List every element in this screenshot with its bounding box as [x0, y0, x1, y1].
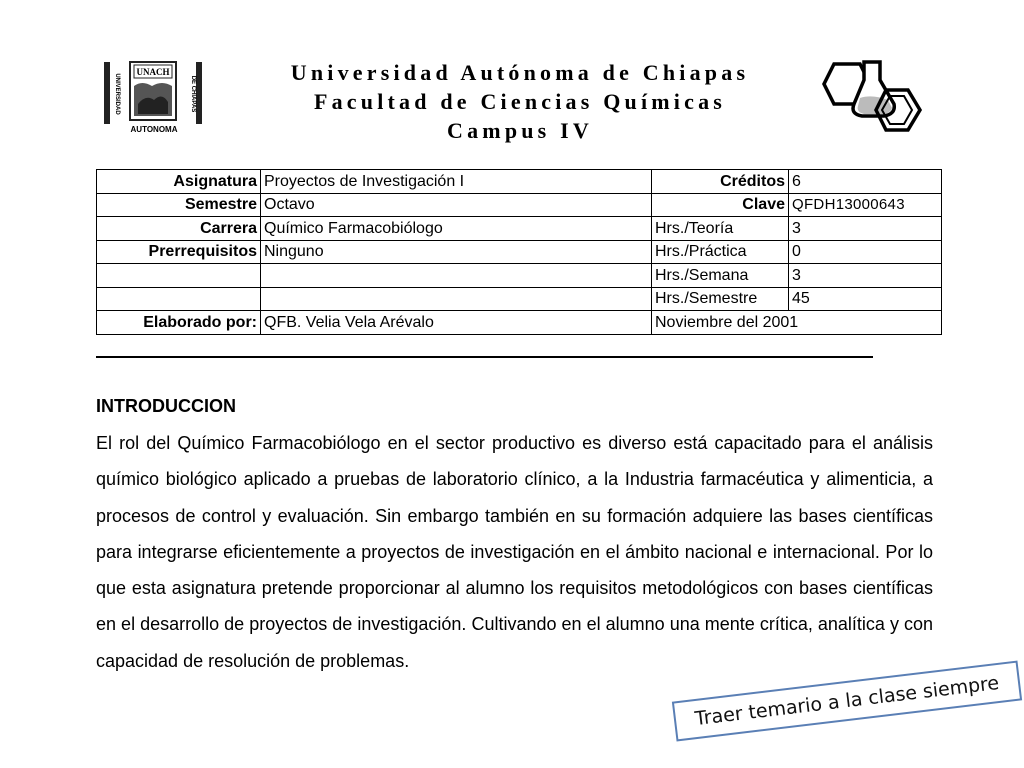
course-info-table — [96, 169, 942, 335]
prerrequisitos-label: Prerrequisitos — [97, 240, 261, 264]
university-name: Universidad Autónoma de Chiapas — [290, 60, 750, 85]
table-row — [97, 170, 942, 194]
university-seal-logo — [96, 56, 212, 136]
chemistry-faculty-logo — [816, 54, 928, 140]
practica-label: Hrs./Práctica — [652, 240, 789, 264]
page-header — [240, 58, 800, 145]
reminder-note: Traer temario a la clase siempre — [672, 661, 1022, 742]
prerrequisitos-value: Ninguno — [261, 240, 652, 264]
hsemestre-value: 45 — [789, 287, 942, 311]
carrera-label: Carrera — [97, 217, 261, 241]
asignatura-value: Proyectos de Investigación I — [261, 170, 652, 194]
creditos-value: 6 — [789, 170, 942, 194]
campus-name: Campus IV — [447, 118, 593, 143]
carrera-value: Químico Farmacobiólogo — [261, 217, 652, 241]
seal-right-text: DE CHIAPAS — [190, 75, 196, 113]
clave-value: QFDH13000643 — [789, 193, 942, 217]
seal-acronym: UNACH — [136, 67, 170, 77]
table-row — [97, 311, 942, 335]
semana-label: Hrs./Semana — [652, 264, 789, 288]
creditos-label: Créditos — [652, 170, 789, 194]
fecha-value: Noviembre del 2001 — [652, 311, 942, 335]
empty-cell — [261, 264, 652, 288]
table-row — [97, 193, 942, 217]
table-row — [97, 287, 942, 311]
intro-heading: INTRODUCCION — [96, 396, 236, 416]
seal-bottom-text: AUTONOMA — [130, 125, 178, 134]
empty-cell — [261, 287, 652, 311]
section-divider — [96, 356, 873, 358]
faculty-name: Facultad de Ciencias Químicas — [313, 89, 727, 114]
asignatura-label: Asignatura — [97, 170, 261, 194]
practica-value: 0 — [789, 240, 942, 264]
empty-cell — [97, 287, 261, 311]
semestre-label: Semestre — [97, 193, 261, 217]
clave-label: Clave — [652, 193, 789, 217]
intro-paragraph: El rol del Químico Farmacobiólogo en el sector productivo es diverso está capacitado para el análisis químico biológico aplicado a pruebas de laboratorio clínico, a la Industria farmacéutica y alimenticia, a procesos de control y evaluación. Sin embargo también en su formación adquiere las bases científicas para integrarse eficientemente a proyectos de investigación en el ámbito nacional e internacional. Por lo que esta asignatura pretende proporcionar al alumno los requisitos metodológicos con bases científicas en el desarrollo de proyectos de investigación. Cultivando en el alumno una mente crítica, analítica y con capacidad de resolución de problemas. — [96, 433, 933, 671]
teoria-label: Hrs./Teoría — [652, 217, 789, 241]
semestre-value: Octavo — [261, 193, 652, 217]
seal-left-text: UNIVERSIDAD — [114, 73, 120, 115]
table-row — [97, 240, 942, 264]
hsemestre-label: Hrs./Semestre — [652, 287, 789, 311]
empty-cell — [97, 264, 261, 288]
elaborado-label: Elaborado por: — [97, 311, 261, 335]
elaborado-value: QFB. Velia Vela Arévalo — [261, 311, 652, 335]
table-row — [97, 264, 942, 288]
table-row — [97, 217, 942, 241]
teoria-value: 3 — [789, 217, 942, 241]
semana-value: 3 — [789, 264, 942, 288]
